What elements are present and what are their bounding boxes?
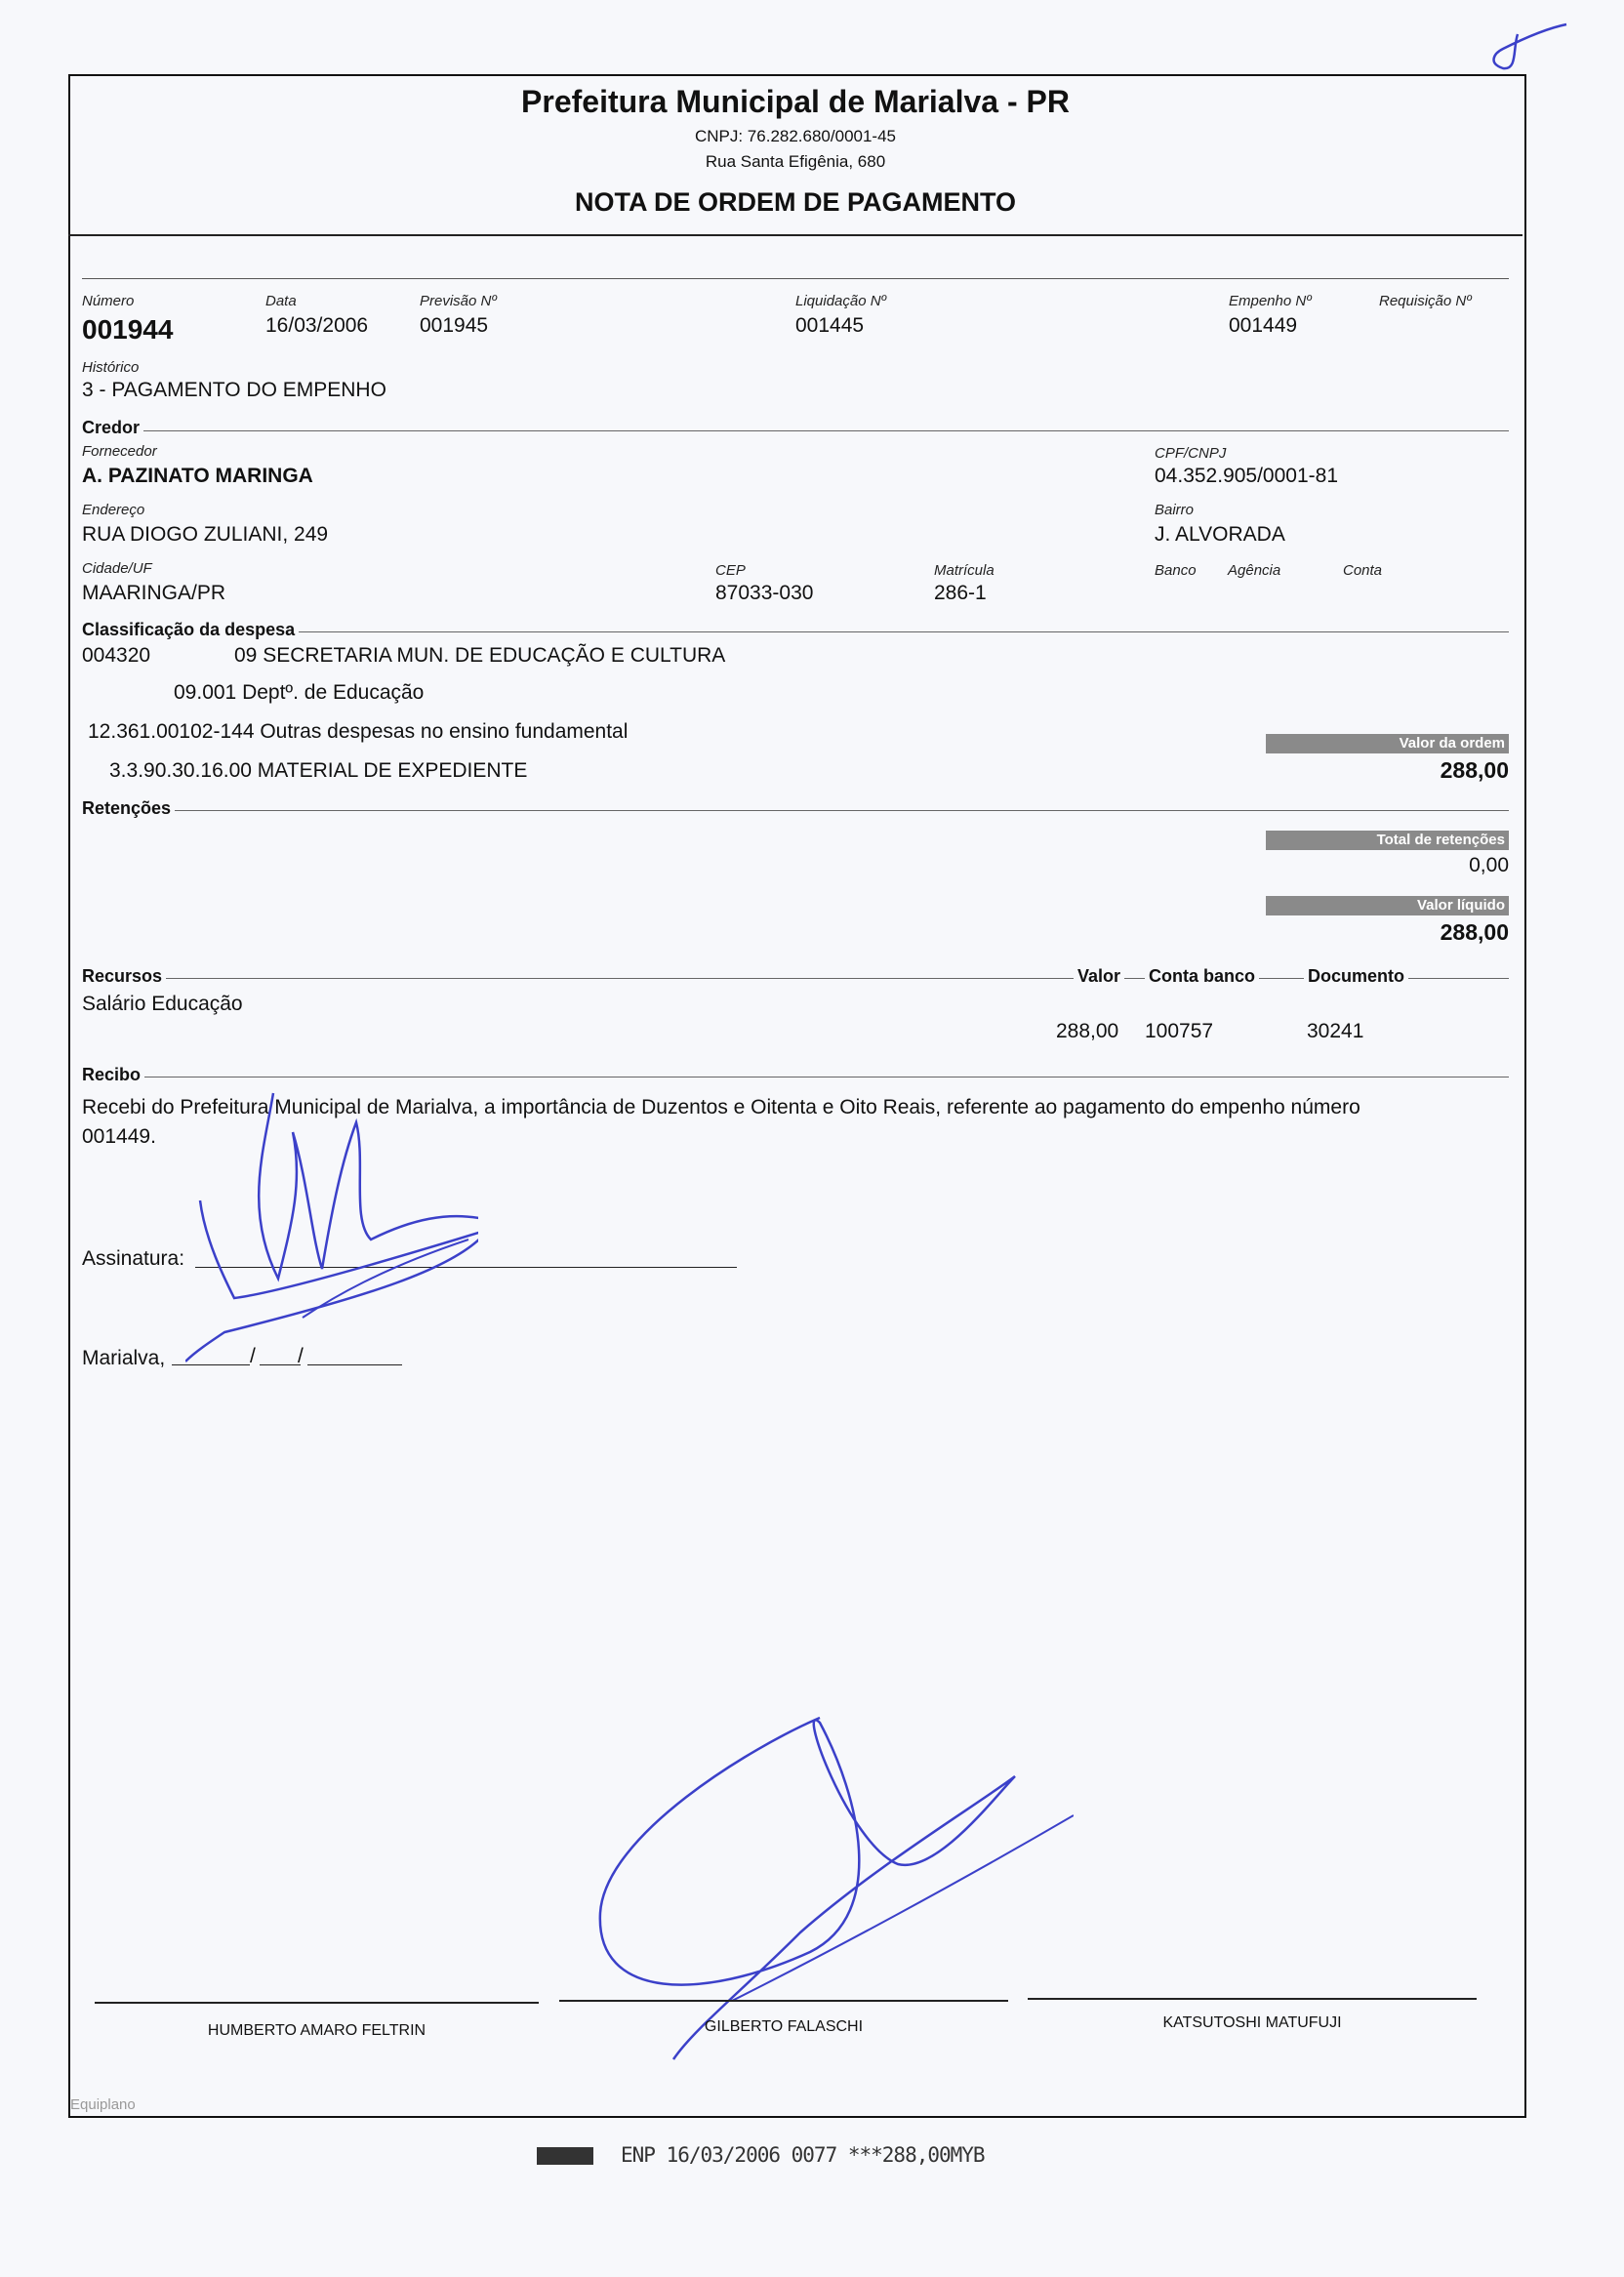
recibo-section-title: Recibo xyxy=(82,1065,144,1085)
recursos-conta: 100757 xyxy=(1145,1020,1214,1042)
recibo-text: Recebi do Prefeitura Municipal de Marialva, a importância de Duzentos e Oitenta e Oito Reais, referente ao pagamento do empenho número xyxy=(82,1096,1360,1118)
requisicao-label: Requisição Nº xyxy=(1379,293,1472,309)
retencoes-line xyxy=(82,810,1509,811)
data-value: 16/03/2006 xyxy=(265,314,369,337)
recursos-conta-label: Conta banco xyxy=(1145,966,1259,987)
signatory-1: HUMBERTO AMARO FELTRIN xyxy=(207,2022,426,2039)
total-retencoes-label: Total de retenções xyxy=(1266,831,1509,850)
credor-line xyxy=(82,430,1509,431)
liquidacao-value: 001445 xyxy=(795,314,865,337)
signature-line-3 xyxy=(1028,1998,1477,2000)
cep-value: 87033-030 xyxy=(715,582,814,604)
credor-section-title: Credor xyxy=(82,418,143,438)
historico-label: Histórico xyxy=(82,359,140,376)
local-label: Marialva, xyxy=(82,1347,166,1369)
data-label: Data xyxy=(265,293,297,309)
page-title: Prefeitura Municipal de Marialva - PR xyxy=(521,84,1070,119)
header-divider xyxy=(68,234,1522,236)
empenho-value: 001449 xyxy=(1229,314,1298,337)
recursos-section-title: Recursos xyxy=(82,966,166,987)
cep-label: CEP xyxy=(715,562,746,579)
bairro-value: J. ALVORADA xyxy=(1155,523,1285,546)
total-retencoes-value: 0,00 xyxy=(1469,854,1509,876)
previsao-label: Previsão Nº xyxy=(420,293,497,309)
numero-label: Número xyxy=(82,293,135,309)
recursos-valor: 288,00 xyxy=(1056,1020,1119,1042)
signatory-3: KATSUTOSHI MATUFUJI xyxy=(1162,2014,1342,2031)
empenho-label: Empenho Nº xyxy=(1229,293,1312,309)
endereco-label: Endereço xyxy=(82,502,145,518)
cidade-label: Cidade/UF xyxy=(82,560,152,577)
recursos-documento-label: Documento xyxy=(1304,966,1408,987)
document-title: NOTA DE ORDEM DE PAGAMENTO xyxy=(574,187,1016,217)
signatory-2: GILBERTO FALASCHI xyxy=(704,2018,864,2035)
agencia-label: Agência xyxy=(1228,562,1281,579)
retencoes-section-title: Retenções xyxy=(82,798,175,819)
valor-ordem-label: Valor da ordem xyxy=(1266,734,1509,753)
date-separator-2: / xyxy=(298,1345,304,1367)
cpf-value: 04.352.905/0001-81 xyxy=(1155,465,1339,487)
bank-stamp: ENP 16/03/2006 0077 ***288,00MYB xyxy=(621,2143,985,2167)
valor-liquido-label: Valor líquido xyxy=(1266,896,1509,915)
recibo-signature xyxy=(185,1074,478,1366)
historico-value: 3 - PAGAMENTO DO EMPENHO xyxy=(82,379,386,401)
cnpj-text: CNPJ: 76.282.680/0001-45 xyxy=(694,127,897,145)
signature-line-1 xyxy=(95,2002,539,2004)
brand-label: Equiplano xyxy=(70,2096,136,2113)
classificacao-section-title: Classificação da despesa xyxy=(82,620,299,640)
corner-mark xyxy=(1474,10,1571,78)
numero-value: 001944 xyxy=(82,314,174,345)
classificacao-line2: 09.001 Deptº. de Educação xyxy=(174,681,425,704)
fornecedor-label: Fornecedor xyxy=(82,443,157,460)
valor-liquido-value: 288,00 xyxy=(1440,919,1509,945)
matricula-value: 286-1 xyxy=(934,582,987,604)
bairro-label: Bairro xyxy=(1155,502,1195,518)
valor-ordem-value: 288,00 xyxy=(1440,757,1509,783)
bank-stamp-logo xyxy=(537,2147,593,2165)
signature-line-2 xyxy=(559,2000,1008,2002)
address-text: Rua Santa Efigênia, 680 xyxy=(705,152,886,171)
assinatura-label: Assinatura: xyxy=(82,1247,185,1270)
fornecedor-value: A. PAZINATO MARINGA xyxy=(82,465,313,487)
classificacao-line1: 09 SECRETARIA MUN. DE EDUCAÇÃO E CULTURA xyxy=(234,644,726,667)
header-divider-thin xyxy=(82,278,1509,279)
previsao-value: 001945 xyxy=(420,314,489,337)
matricula-label: Matrícula xyxy=(934,562,995,579)
conta-label: Conta xyxy=(1343,562,1383,579)
recursos-valor-label: Valor xyxy=(1074,966,1124,987)
banco-label: Banco xyxy=(1155,562,1197,579)
classificacao-line3: 12.361.00102-144 Outras despesas no ensino fundamental xyxy=(88,720,629,743)
recursos-line xyxy=(82,978,1509,979)
cidade-value: MAARINGA/PR xyxy=(82,582,226,604)
cpf-label: CPF/CNPJ xyxy=(1155,445,1227,462)
recursos-fonte: Salário Educação xyxy=(82,993,243,1015)
classificacao-code: 004320 xyxy=(82,644,151,667)
endereco-value: RUA DIOGO ZULIANI, 249 xyxy=(82,523,329,546)
recibo-text-cont: 001449. xyxy=(82,1125,156,1148)
recursos-documento: 30241 xyxy=(1307,1020,1364,1042)
classificacao-line4: 3.3.90.30.16.00 MATERIAL DE EXPEDIENTE xyxy=(109,759,528,782)
liquidacao-label: Liquidação Nº xyxy=(795,293,887,309)
date-separator-1: / xyxy=(250,1345,256,1367)
